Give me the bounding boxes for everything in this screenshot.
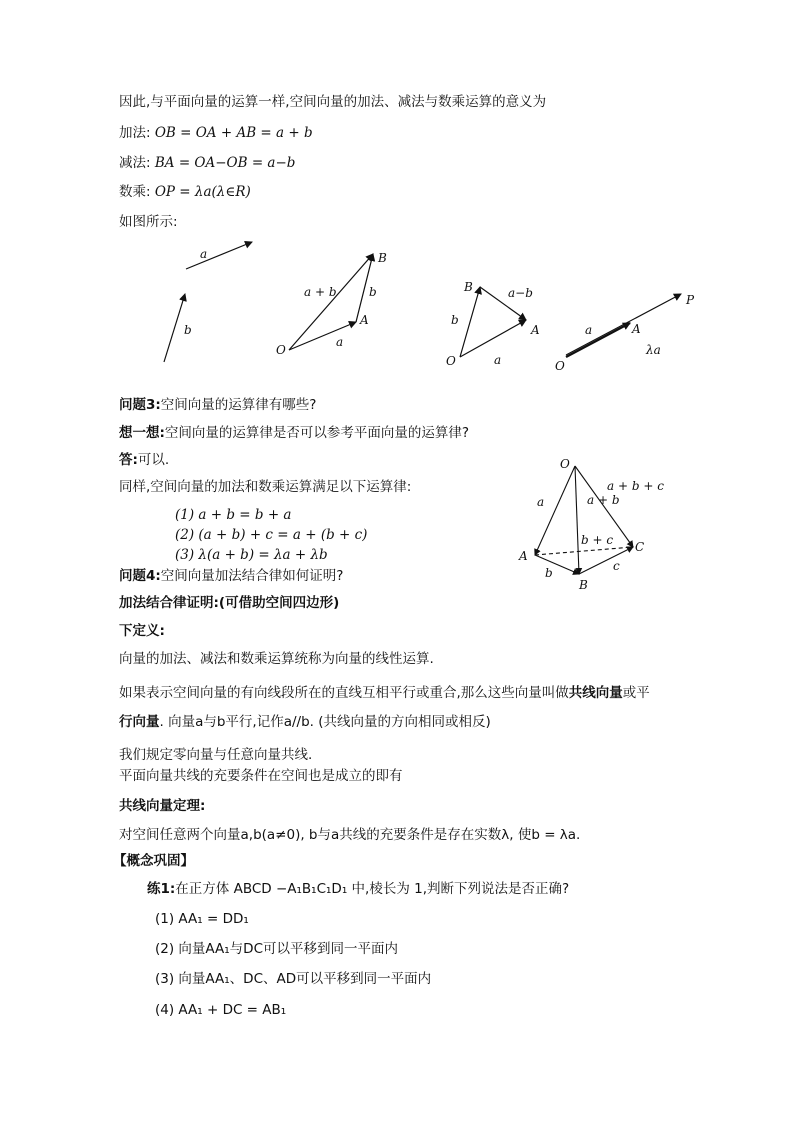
diff-b-label: b [451, 313, 459, 327]
exercise-1 [147, 880, 569, 898]
scalar-p-point: P [686, 293, 695, 307]
item-2: (2) 向量AA₁与DC可以平移到同一平面内 [155, 941, 398, 957]
sum-o-label: O [276, 343, 286, 357]
law-distributive: (3) λ(a + b) = λa + λb [175, 547, 328, 563]
question-4-label: 问题4: [119, 568, 161, 584]
diff-oa-arrow [460, 320, 526, 357]
think-label: 想一想: [119, 425, 165, 441]
point-a: A [519, 549, 528, 563]
vector-b-label: b [184, 323, 192, 337]
zero-vector-text: 我们规定零向量与任意向量共线. [119, 747, 313, 763]
subtraction-row [119, 154, 295, 172]
addition-row [119, 124, 313, 142]
sum-a-point: A [360, 313, 369, 327]
vector-operations-figure [0, 232, 794, 382]
question-3-text: 空间向量的运算律有哪些? [160, 397, 317, 413]
collinear-definition-line2 [119, 713, 491, 731]
answer-row [119, 451, 169, 469]
think-row [119, 424, 469, 442]
label-b: b [545, 566, 553, 580]
item-3: (3) 向量AA₁、DC、AD可以平移到同一平面内 [155, 971, 432, 987]
concept-heading: 【概念巩固】 [113, 853, 194, 869]
linear-ops-text: 向量的加法、减法和数乘运算统称为向量的线性运算. [119, 651, 434, 667]
scalar-label: 数乘: [119, 184, 151, 200]
edge-ob-arrow [575, 466, 579, 574]
answer-label: 答: [119, 452, 138, 468]
diff-b-point: B [464, 280, 473, 294]
figure-caption: 如图所示: [119, 214, 178, 230]
definition-heading: 下定义: [119, 623, 165, 639]
scalar-lambda-label: λa [646, 343, 661, 357]
parallel-term: 行向量 [119, 714, 160, 730]
label-apb: a + b [587, 493, 620, 507]
vector-b-arrow [164, 294, 185, 362]
subtraction-formula: BA = OA−OB = a−b [154, 155, 296, 171]
sum-b-label: b [369, 285, 377, 299]
label-c: c [613, 559, 620, 573]
scalar-o-label: O [555, 359, 565, 373]
associative-law-figure [515, 456, 675, 596]
scalar-formula: OP = λa(λ∈R) [154, 184, 251, 200]
addition-formula: OB = OA + AB = a + b [154, 125, 313, 141]
edge-oa-arrow [535, 466, 575, 555]
collinear-definition-line1 [119, 684, 650, 702]
item-1: (1) AA₁ = DD₁ [155, 911, 249, 927]
question-4 [119, 567, 343, 585]
vector-a-arrow [186, 242, 252, 269]
sum-label: a + b [304, 285, 337, 299]
vector-a-label: a [200, 247, 208, 261]
subtraction-label: 减法: [119, 155, 151, 171]
scalar-row [119, 183, 251, 201]
theorem-title: 共线向量定理: [119, 798, 206, 814]
diff-ob-arrow [460, 287, 480, 357]
law-commutative: (1) a + b = b + a [175, 507, 292, 523]
scalar-lambda-arrow [566, 294, 681, 355]
diff-o-label: O [446, 354, 456, 368]
point-c: C [635, 540, 645, 554]
sum-b-point: B [378, 251, 387, 265]
scalar-a-arrow [566, 323, 630, 357]
addition-label: 加法: [119, 125, 151, 141]
sum-a-label: a [336, 335, 344, 349]
plane-condition-text: 平面向量共线的充要条件在空间也是成立的即有 [119, 768, 403, 784]
think-text: 空间向量的运算律是否可以参考平面向量的运算律? [164, 425, 470, 441]
collinear-or: 或平 [622, 685, 650, 701]
label-apbpc: a + b + c [607, 479, 664, 493]
question-3-label: 问题3: [119, 397, 161, 413]
proof-heading: 加法结合律证明:(可借助空间四边形) [119, 595, 340, 611]
exercise-1-label: 练1: [147, 881, 176, 897]
parallel-notation: . 向量a与b平行,记作a//b. (共线向量的方向相同或相反) [159, 714, 491, 730]
label-a: a [537, 495, 545, 509]
label-bpc: b + c [581, 533, 614, 547]
item-4: (4) AA₁ + DC = AB₁ [155, 1002, 287, 1018]
intro-text: 因此,与平面向量的运算一样,空间向量的加法、减法与数乘运算的意义为 [119, 94, 547, 110]
diff-label: a−b [508, 286, 533, 300]
similarly-text: 同样,空间向量的加法和数乘运算满足以下运算律: [119, 479, 412, 495]
diff-a-point: A [531, 323, 540, 337]
sum-oa-arrow [289, 322, 356, 350]
scalar-a-point: A [632, 322, 641, 336]
question-3 [119, 396, 316, 414]
point-o: O [560, 457, 570, 471]
diff-a-label: a [494, 353, 502, 367]
exercise-1-text: 在正方体 ABCD −A₁B₁C₁D₁ 中,棱长为 1,判断下列说法是否正确? [175, 881, 570, 897]
scalar-a-label: a [585, 323, 593, 337]
collinear-term: 共线向量 [568, 685, 623, 701]
theorem-text: 对空间任意两个向量a,b(a≠0), b与a共线的充要条件是存在实数λ, 使b = λa. [119, 827, 581, 843]
answer-text: 可以. [137, 452, 170, 468]
edge-ab-arrow [535, 555, 579, 574]
question-4-text: 空间向量加法结合律如何证明? [160, 568, 344, 584]
point-b: B [579, 578, 588, 592]
law-associative: (2) (a + b) + c = a + (b + c) [175, 527, 368, 543]
collinear-def-text: 如果表示空间向量的有向线段所在的直线互相平行或重合,那么这些向量叫做 [119, 685, 569, 701]
